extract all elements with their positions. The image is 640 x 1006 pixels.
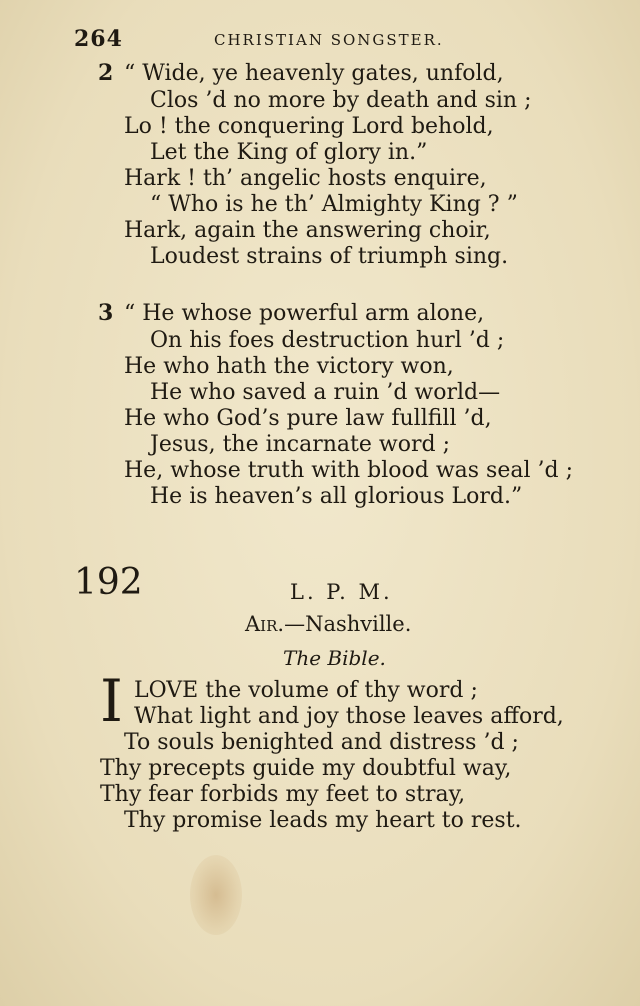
verse-line: Hark ! th’ angelic hosts enquire, xyxy=(124,166,487,191)
running-header xyxy=(74,26,494,50)
verse-line: “ Who is he th’ Almighty King ? ” xyxy=(150,192,518,217)
hymn-line: Thy precepts guide my doubtful way, xyxy=(100,756,512,781)
air-name: —Nashville. xyxy=(284,612,412,636)
verse-line: Loudest strains of triumph sing. xyxy=(150,244,509,269)
verse-line: “ He whose powerful arm alone, xyxy=(124,301,485,326)
air-label: Air. xyxy=(245,612,285,636)
running-title: CHRISTIAN SONGSTER. xyxy=(214,31,444,49)
hymn-subtitle: The Bible. xyxy=(283,646,386,670)
verse-line: Hark, again the answering choir, xyxy=(124,218,491,243)
hymn-number: 192 xyxy=(74,562,143,603)
hymn-line: Thy promise leads my heart to rest. xyxy=(124,808,522,833)
verse-line: Jesus, the incarnate word ; xyxy=(150,432,450,457)
hymn-tune xyxy=(245,612,411,636)
hymn-line: To souls benighted and distress ’d ; xyxy=(124,730,519,755)
verse-number-3: 3 xyxy=(98,300,114,326)
verse-line: He is heaven’s all glorious Lord.” xyxy=(150,484,523,509)
page-number: 264 xyxy=(74,26,123,52)
hymn-line: Thy fear forbids my feet to stray, xyxy=(100,782,466,807)
verse-line: He who saved a ruin ’d world— xyxy=(150,380,501,405)
foxing-stain xyxy=(190,855,242,935)
verse-line: Lo ! the conquering Lord behold, xyxy=(124,114,494,139)
verse-line: Let the King of glory in.” xyxy=(150,140,428,165)
verse-line: “ Wide, ye heavenly gates, unfold, xyxy=(124,61,504,86)
verse-line: He who God’s pure law fullfill ’d, xyxy=(124,406,492,431)
verse-number-2: 2 xyxy=(98,60,114,86)
verse-line: Clos ’d no more by death and sin ; xyxy=(150,88,532,113)
hymn-line: What light and joy those leaves afford, xyxy=(134,704,564,729)
hymn-meter: L. P. M. xyxy=(290,580,393,604)
verse-line: On his foes destruction hurl ’d ; xyxy=(150,328,505,353)
drop-cap: I xyxy=(100,667,123,735)
hymn-line: LOVE the volume of thy word ; xyxy=(134,678,478,703)
verse-line: He who hath the victory won, xyxy=(124,354,454,379)
verse-line: He, whose truth with blood was seal ’d ; xyxy=(124,458,573,483)
